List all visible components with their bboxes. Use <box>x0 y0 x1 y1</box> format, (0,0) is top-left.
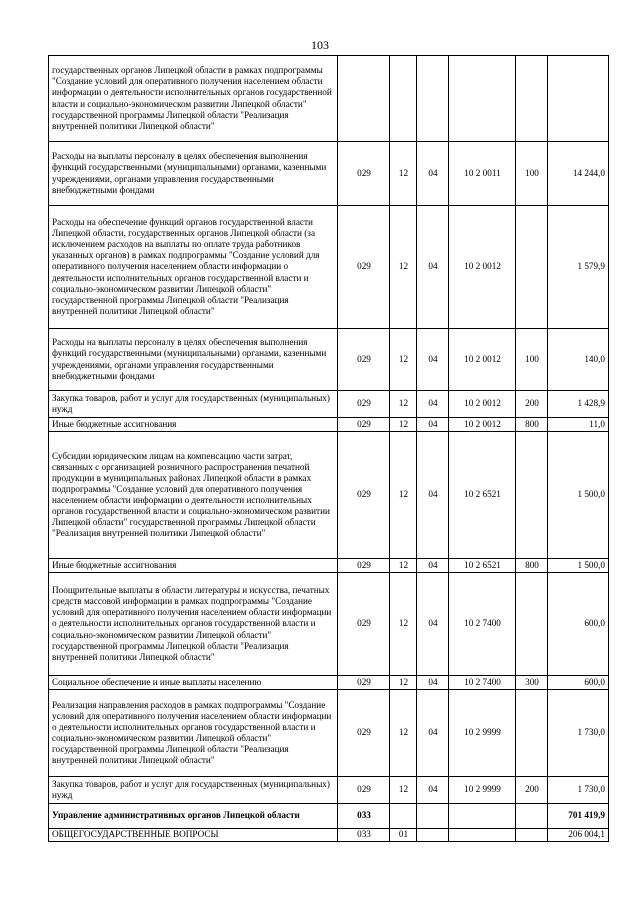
row-name-cell: Расходы на выплаты персоналу в целях обеспечения выполнения функций государственными (муниципальными) органами, казенными учреждениями, органами управления государственными внебюджетными фондами <box>49 142 338 206</box>
admin-code-cell: 029 <box>338 676 390 690</box>
target-article-cell <box>449 804 516 829</box>
subsection-code-cell: 04 <box>417 206 449 329</box>
admin-code-cell: 029 <box>338 559 390 573</box>
target-article-cell: 10 2 7400 <box>449 676 516 690</box>
section-code-cell <box>390 56 417 142</box>
subsection-code-cell: 04 <box>417 432 449 559</box>
expense-type-cell: 800 <box>516 559 548 573</box>
admin-code-cell: 029 <box>338 142 390 206</box>
section-code-cell: 12 <box>390 206 417 329</box>
amount-cell: 206 004,1 <box>548 829 609 842</box>
admin-code-cell <box>338 56 390 142</box>
subsection-code-cell: 04 <box>417 329 449 391</box>
row-name-cell: Иные бюджетные ассигнования <box>49 559 338 573</box>
amount-cell: 1 730,0 <box>548 777 609 804</box>
page-number: 103 <box>311 38 329 52</box>
row-name-cell: Поощрительные выплаты в области литературы и искусства, печатных средств массовой информации в рамках подпрограммы "Создание условий для оперативного получения населением области информации о деятельности исполнительных органов государственной власти и социально-экономическом развитии Липецкой области" государственной программы Липецкой области "Реализация внутренней политики Липецкой области" <box>49 573 338 676</box>
section-code-cell: 12 <box>390 559 417 573</box>
target-article-cell: 10 2 0012 <box>449 329 516 391</box>
admin-code-cell: 029 <box>338 329 390 391</box>
amount-cell: 140,0 <box>548 329 609 391</box>
expense-type-cell <box>516 804 548 829</box>
amount-cell: 701 419,9 <box>548 804 609 829</box>
table-row <box>49 432 609 559</box>
row-name-cell: Закупка товаров, работ и услуг для государственных (муниципальных) нужд <box>49 777 338 804</box>
target-article-cell: 10 2 0012 <box>449 391 516 418</box>
subsection-code-cell: 04 <box>417 559 449 573</box>
section-code-cell: 12 <box>390 432 417 559</box>
table-row <box>49 329 609 391</box>
row-name-cell: ОБЩЕГОСУДАРСТВЕННЫЕ ВОПРОСЫ <box>49 829 338 842</box>
row-name-cell: Расходы на выплаты персоналу в целях обеспечения выполнения функций государственными (муниципальными) органами, казенными учреждениями, органами управления государственными внебюджетными фондами <box>49 329 338 391</box>
table-row <box>49 206 609 329</box>
subsection-code-cell: 04 <box>417 142 449 206</box>
table-row <box>49 804 609 829</box>
admin-code-cell: 029 <box>338 206 390 329</box>
expense-type-cell: 800 <box>516 418 548 432</box>
target-article-cell: 10 2 0011 <box>449 142 516 206</box>
amount-cell: 600,0 <box>548 676 609 690</box>
expense-type-cell <box>516 432 548 559</box>
admin-code-cell: 033 <box>338 804 390 829</box>
subsection-code-cell: 04 <box>417 777 449 804</box>
subsection-code-cell: 04 <box>417 391 449 418</box>
section-code-cell: 12 <box>390 690 417 777</box>
expense-type-cell <box>516 56 548 142</box>
amount-cell: 1 579,9 <box>548 206 609 329</box>
target-article-cell <box>449 56 516 142</box>
row-name-cell: Иные бюджетные ассигнования <box>49 418 338 432</box>
table-row <box>49 676 609 690</box>
section-code-cell: 12 <box>390 573 417 676</box>
amount-cell: 1 730,0 <box>548 690 609 777</box>
subsection-code-cell: 04 <box>417 690 449 777</box>
table-row <box>49 690 609 777</box>
target-article-cell: 10 2 0012 <box>449 418 516 432</box>
table-row <box>49 829 609 842</box>
target-article-cell <box>449 829 516 842</box>
section-code-cell: 12 <box>390 676 417 690</box>
subsection-code-cell <box>417 56 449 142</box>
table-row <box>49 142 609 206</box>
admin-code-cell: 033 <box>338 829 390 842</box>
amount-cell <box>548 56 609 142</box>
amount-cell: 11,0 <box>548 418 609 432</box>
target-article-cell: 10 2 0012 <box>449 206 516 329</box>
table-row <box>49 418 609 432</box>
target-article-cell: 10 2 6521 <box>449 432 516 559</box>
section-code-cell: 12 <box>390 777 417 804</box>
admin-code-cell: 029 <box>338 432 390 559</box>
table-row <box>49 56 609 142</box>
section-code-cell: 12 <box>390 418 417 432</box>
row-name-cell: Реализация направления расходов в рамках подпрограммы "Создание условий для оперативного получения населением области информации о деятельности исполнительных органов государственной власти и социально-экономическом развитии Липецкой области" государственной программы Липецкой области "Реализация внутренней политики Липецкой области" <box>49 690 338 777</box>
expense-type-cell: 200 <box>516 391 548 418</box>
amount-cell: 1 500,0 <box>548 432 609 559</box>
table-row <box>49 573 609 676</box>
target-article-cell: 10 2 9999 <box>449 690 516 777</box>
subsection-code-cell: 04 <box>417 418 449 432</box>
target-article-cell: 10 2 6521 <box>449 559 516 573</box>
expense-type-cell: 300 <box>516 676 548 690</box>
expense-type-cell <box>516 206 548 329</box>
expense-type-cell <box>516 690 548 777</box>
expense-type-cell: 100 <box>516 142 548 206</box>
amount-cell: 1 500,0 <box>548 559 609 573</box>
subsection-code-cell <box>417 804 449 829</box>
amount-cell: 600,0 <box>548 573 609 676</box>
admin-code-cell: 029 <box>338 690 390 777</box>
row-name-cell: Социальное обеспечение и иные выплаты населению <box>49 676 338 690</box>
subsection-code-cell: 04 <box>417 676 449 690</box>
expense-type-cell: 200 <box>516 777 548 804</box>
amount-cell: 1 428,9 <box>548 391 609 418</box>
target-article-cell: 10 2 7400 <box>449 573 516 676</box>
section-code-cell: 12 <box>390 142 417 206</box>
section-code-cell: 01 <box>390 829 417 842</box>
budget-table-body <box>49 56 609 842</box>
budget-table <box>48 55 609 842</box>
table-row <box>49 391 609 418</box>
section-code-cell: 12 <box>390 391 417 418</box>
table-row <box>49 559 609 573</box>
row-name-cell: Управление административных органов Липецкой области <box>49 804 338 829</box>
expense-type-cell: 100 <box>516 329 548 391</box>
section-code-cell: 12 <box>390 329 417 391</box>
amount-cell: 14 244,0 <box>548 142 609 206</box>
table-row <box>49 777 609 804</box>
row-name-cell: Расходы на обеспечение функций органов государственной власти Липецкой области, государственных органов Липецкой области (за исключением расходов на выплаты по оплате труда работников указанных органов) в рамках подпрограммы "Создание условий для оперативного получения населением области информации о деятельности исполнительных органов государственной власти и социально-экономическом развитии Липецкой области" государственной программы Липецкой области "Реализация внутренней политики Липецкой области" <box>49 206 338 329</box>
row-name-cell: государственных органов Липецкой области в рамках подпрограммы "Создание условий для оперативного получения населением области информации о деятельности исполнительных органов государственной власти и социально-экономическом развитии Липецкой области" государственной программы Липецкой области "Реализация внутренней политики Липецкой области" <box>49 56 338 142</box>
expense-type-cell <box>516 573 548 676</box>
subsection-code-cell: 04 <box>417 573 449 676</box>
row-name-cell: Закупка товаров, работ и услуг для государственных (муниципальных) нужд <box>49 391 338 418</box>
admin-code-cell: 029 <box>338 391 390 418</box>
row-name-cell: Субсидии юридическим лицам на компенсацию части затрат, связанных с организацией розничного распространения печатной продукции в муниципальных районах Липецкой области в рамках подпрограммы "Создание условий для оперативного получения населением области информации о деятельности исполнительных органов государственной власти и социально-экономическом развитии Липецкой области" государственной программы Липецкой области "Реализация внутренней политики Липецкой области" <box>49 432 338 559</box>
admin-code-cell: 029 <box>338 573 390 676</box>
expense-type-cell <box>516 829 548 842</box>
admin-code-cell: 029 <box>338 777 390 804</box>
admin-code-cell: 029 <box>338 418 390 432</box>
section-code-cell <box>390 804 417 829</box>
target-article-cell: 10 2 9999 <box>449 777 516 804</box>
subsection-code-cell <box>417 829 449 842</box>
